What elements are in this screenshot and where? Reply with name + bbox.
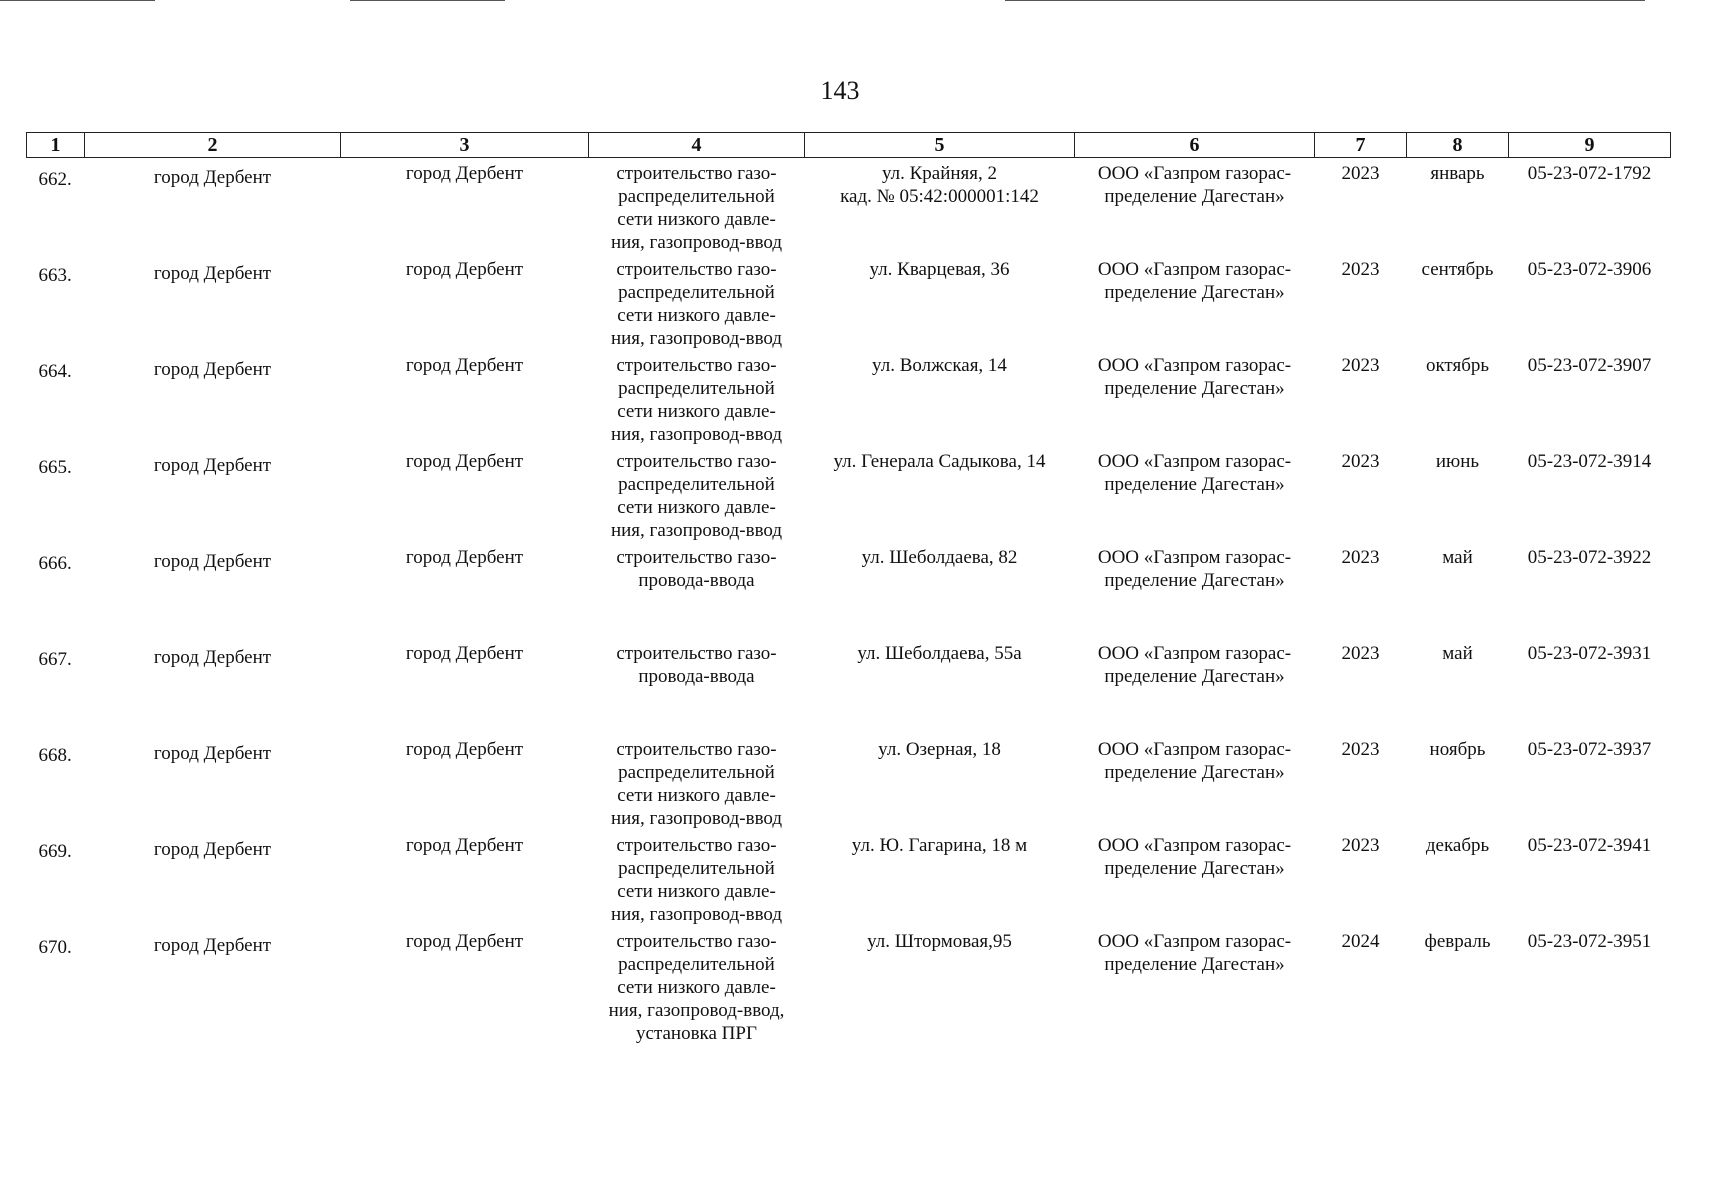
month-cell: май (1442, 643, 1473, 664)
header-col-3: 3 (341, 133, 589, 158)
work-description-cell (589, 638, 805, 734)
year-cell: 2023 (1341, 643, 1380, 664)
address-cell (805, 638, 1075, 734)
organization-line: пределение Дагестан» (1104, 282, 1285, 303)
address-cell (805, 926, 1075, 1046)
work-description-line: строительство газо- (616, 931, 777, 952)
municipality-cell: город Дербент (153, 263, 272, 284)
header-col-9: 9 (1509, 133, 1671, 158)
address-cell (805, 158, 1075, 255)
organization-line: ООО «Газпром газорас- (1097, 163, 1292, 184)
row-number-cell: 662. (38, 169, 72, 190)
month-cell: октябрь (1425, 355, 1490, 376)
table-row (27, 830, 1671, 926)
row-number-cell: 667. (38, 649, 72, 670)
address-cell (805, 350, 1075, 446)
organization-line: пределение Дагестан» (1104, 762, 1285, 783)
year-cell: 2023 (1341, 451, 1380, 472)
work-description-line: строительство газо- (616, 643, 777, 664)
address-cell (805, 542, 1075, 638)
work-description-line: распределительной (618, 858, 775, 879)
month-cell: ноябрь (1429, 739, 1486, 760)
work-description-line: провода-ввода (638, 666, 755, 687)
organization-cell (1075, 830, 1315, 926)
work-description-line: распределительной (618, 474, 775, 495)
address-cell (805, 254, 1075, 350)
work-description-line: распределительной (618, 186, 775, 207)
work-description-line: сети низкого давле- (617, 881, 776, 902)
header-col-2: 2 (85, 133, 341, 158)
municipality-cell: город Дербент (153, 455, 272, 476)
header-col-7: 7 (1315, 133, 1407, 158)
work-description-cell (589, 830, 805, 926)
work-description-line: сети низкого давле- (617, 785, 776, 806)
settlement-cell: город Дербент (405, 739, 524, 760)
work-description-line: ния, газопровод-ввод (610, 424, 783, 445)
registration-number-cell: 05-23-072-3951 (1527, 931, 1652, 952)
address-line: кад. № 05:42:000001:142 (840, 186, 1039, 207)
header-col-5: 5 (805, 133, 1075, 158)
month-cell: декабрь (1425, 835, 1490, 856)
work-description-line: строительство газо- (616, 451, 777, 472)
top-rule-right (1005, 0, 1645, 1)
address-cell (805, 734, 1075, 830)
address-line: ул. Кварцевая, 36 (869, 259, 1010, 280)
work-description-line: ния, газопровод-ввод (610, 520, 783, 541)
registration-number-cell: 05-23-072-3931 (1527, 643, 1652, 664)
work-description-line: ния, газопровод-ввод (610, 328, 783, 349)
month-cell: февраль (1424, 931, 1491, 952)
top-rule-left (0, 0, 155, 1)
header-col-1: 1 (27, 133, 85, 158)
settlement-cell: город Дербент (405, 451, 524, 472)
settlement-cell: город Дербент (405, 931, 524, 952)
organization-line: пределение Дагестан» (1104, 666, 1285, 687)
work-description-line: распределительной (618, 378, 775, 399)
organization-line: ООО «Газпром газорас- (1097, 451, 1292, 472)
municipality-cell: город Дербент (153, 167, 272, 188)
table-row (27, 446, 1671, 542)
settlement-cell: город Дербент (405, 355, 524, 376)
organization-line: пределение Дагестан» (1104, 186, 1285, 207)
work-description-line: установка ПРГ (636, 1023, 757, 1044)
header-row (27, 133, 1671, 158)
address-line: ул. Озерная, 18 (878, 739, 1001, 760)
table-row (27, 638, 1671, 734)
table-body (27, 158, 1671, 1047)
municipality-cell: город Дербент (153, 839, 272, 860)
registration-number-cell: 05-23-072-3907 (1527, 355, 1652, 376)
work-description-line: ния, газопровод-ввод, (608, 1000, 785, 1021)
work-description-line: ния, газопровод-ввод (610, 232, 783, 253)
work-description-line: ния, газопровод-ввод (610, 808, 783, 829)
year-cell: 2023 (1341, 547, 1380, 568)
organization-cell (1075, 734, 1315, 830)
header-col-4: 4 (589, 133, 805, 158)
municipality-cell: город Дербент (153, 935, 272, 956)
municipality-cell: город Дербент (153, 743, 272, 764)
table-row (27, 350, 1671, 446)
organization-cell (1075, 446, 1315, 542)
registration-number-cell: 05-23-072-3937 (1527, 739, 1652, 760)
gasification-table (26, 132, 1671, 1046)
header-col-6: 6 (1075, 133, 1315, 158)
row-number-cell: 670. (38, 937, 72, 958)
row-number-cell: 663. (38, 265, 72, 286)
header-col-8: 8 (1407, 133, 1509, 158)
address-line: ул. Шеболдаева, 82 (861, 547, 1018, 568)
month-cell: январь (1430, 163, 1485, 184)
settlement-cell: город Дербент (405, 835, 524, 856)
organization-line: пределение Дагестан» (1104, 474, 1285, 495)
year-cell: 2023 (1341, 355, 1380, 376)
organization-line: ООО «Газпром газорас- (1097, 547, 1292, 568)
work-description-cell (589, 350, 805, 446)
table-row (27, 542, 1671, 638)
top-rule-middle (350, 0, 505, 1)
work-description-line: строительство газо- (616, 547, 777, 568)
row-number-cell: 669. (38, 841, 72, 862)
work-description-line: сети низкого давле- (617, 209, 776, 230)
work-description-line: провода-ввода (638, 570, 755, 591)
organization-cell (1075, 254, 1315, 350)
row-number-cell: 665. (38, 457, 72, 478)
address-line: ул. Генерала Садыкова, 14 (833, 451, 1046, 472)
organization-cell (1075, 638, 1315, 734)
work-description-line: распределительной (618, 282, 775, 303)
work-description-line: строительство газо- (616, 835, 777, 856)
work-description-cell (589, 542, 805, 638)
organization-line: ООО «Газпром газорас- (1097, 355, 1292, 376)
work-description-line: строительство газо- (616, 163, 777, 184)
registration-number-cell: 05-23-072-3906 (1527, 259, 1652, 280)
organization-line: ООО «Газпром газорас- (1097, 835, 1292, 856)
municipality-cell: город Дербент (153, 647, 272, 668)
organization-line: ООО «Газпром газорас- (1097, 259, 1292, 280)
row-number-cell: 668. (38, 745, 72, 766)
settlement-cell: город Дербент (405, 643, 524, 664)
organization-cell (1075, 350, 1315, 446)
registration-number-cell: 05-23-072-3914 (1527, 451, 1652, 472)
settlement-cell: город Дербент (405, 547, 524, 568)
registration-number-cell: 05-23-072-3922 (1527, 547, 1652, 568)
settlement-cell: город Дербент (405, 259, 524, 280)
organization-line: пределение Дагестан» (1104, 954, 1285, 975)
month-cell: май (1442, 547, 1473, 568)
year-cell: 2024 (1341, 931, 1380, 952)
work-description-line: строительство газо- (616, 259, 777, 280)
work-description-line: сети низкого давле- (617, 305, 776, 326)
municipality-cell: город Дербент (153, 359, 272, 380)
table-row (27, 734, 1671, 830)
work-description-line: сети низкого давле- (617, 977, 776, 998)
work-description-line: распределительной (618, 954, 775, 975)
work-description-line: ния, газопровод-ввод (610, 904, 783, 925)
work-description-cell (589, 254, 805, 350)
page-number: 143 (820, 76, 860, 105)
work-description-line: сети низкого давле- (617, 401, 776, 422)
year-cell: 2023 (1341, 163, 1380, 184)
organization-cell (1075, 926, 1315, 1046)
work-description-cell (589, 734, 805, 830)
work-description-line: строительство газо- (616, 739, 777, 760)
month-cell: июнь (1435, 451, 1480, 472)
address-line: ул. Шеболдаева, 55а (857, 643, 1022, 664)
row-number-cell: 666. (38, 553, 72, 574)
table-row (27, 158, 1671, 255)
work-description-cell (589, 926, 805, 1046)
month-cell: сентябрь (1421, 259, 1494, 280)
registration-number-cell: 05-23-072-3941 (1527, 835, 1652, 856)
address-line: ул. Ю. Гагарина, 18 м (851, 835, 1028, 856)
organization-cell (1075, 158, 1315, 255)
municipality-cell: город Дербент (153, 551, 272, 572)
year-cell: 2023 (1341, 259, 1380, 280)
table-header (27, 133, 1671, 158)
work-description-cell (589, 446, 805, 542)
address-line: ул. Волжская, 14 (872, 355, 1007, 376)
organization-line: ООО «Газпром газорас- (1097, 739, 1292, 760)
row-number-cell: 664. (38, 361, 72, 382)
settlement-cell: город Дербент (405, 163, 524, 184)
work-description-line: распределительной (618, 762, 775, 783)
year-cell: 2023 (1341, 835, 1380, 856)
organization-cell (1075, 542, 1315, 638)
address-line: ул. Крайняя, 2 (881, 163, 998, 184)
work-description-line: строительство газо- (616, 355, 777, 376)
address-line: ул. Штормовая,95 (867, 931, 1012, 952)
organization-line: ООО «Газпром газорас- (1097, 931, 1292, 952)
address-cell (805, 446, 1075, 542)
table-row (27, 926, 1671, 1046)
organization-line: пределение Дагестан» (1104, 858, 1285, 879)
table-row (27, 254, 1671, 350)
address-cell (805, 830, 1075, 926)
organization-line: пределение Дагестан» (1104, 378, 1285, 399)
work-description-cell (589, 158, 805, 255)
work-description-line: сети низкого давле- (617, 497, 776, 518)
organization-line: ООО «Газпром газорас- (1097, 643, 1292, 664)
registration-number-cell: 05-23-072-1792 (1527, 163, 1652, 184)
year-cell: 2023 (1341, 739, 1380, 760)
organization-line: пределение Дагестан» (1104, 570, 1285, 591)
